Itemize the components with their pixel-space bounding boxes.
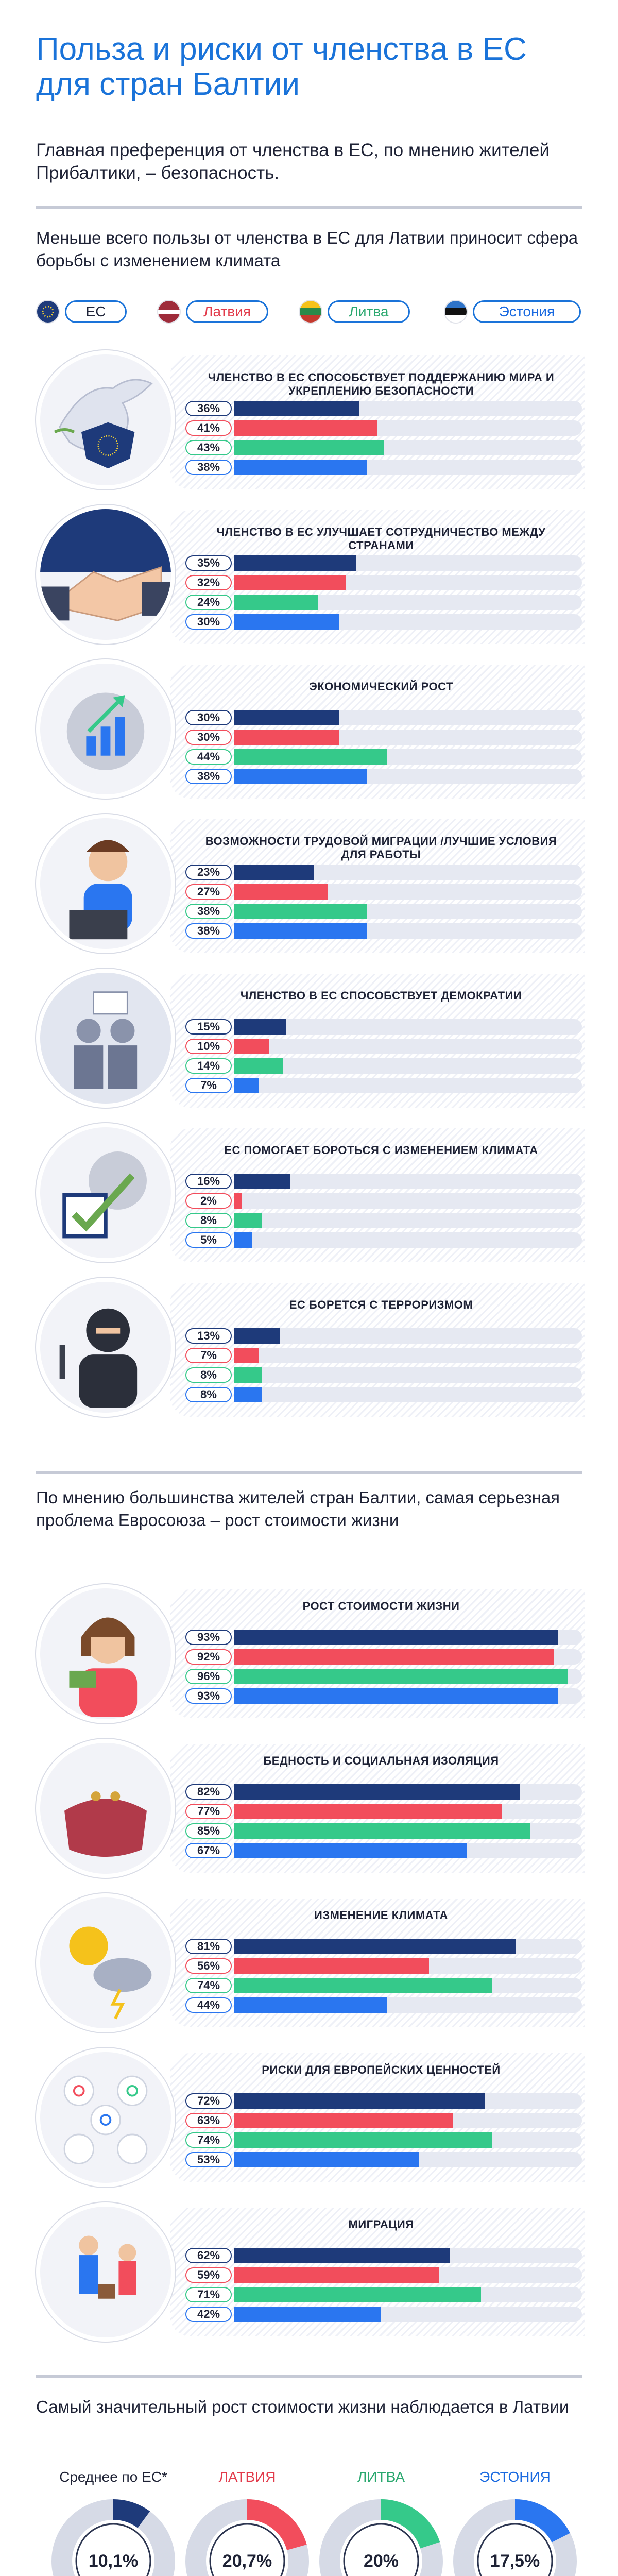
legend-label: Эстония [473, 300, 581, 323]
bar-value-label: 92% [185, 1649, 232, 1665]
legend-item-estonia [444, 300, 581, 324]
bar-value-label: 10% [185, 1039, 232, 1054]
bar-value-label: 85% [185, 1823, 232, 1839]
dove-icon [36, 350, 175, 489]
bar-3 [234, 460, 367, 475]
bar-0 [234, 1939, 516, 1954]
legend-label: Латвия [186, 300, 268, 323]
bar-3 [234, 769, 367, 784]
bar-2 [234, 1367, 262, 1383]
bar-value-label: 30% [185, 730, 232, 745]
legend-label: ЕС [65, 300, 127, 323]
bar-value-label: 62% [185, 2248, 232, 2263]
lead-text: Главная преференция от членства в ЕС, по мнению жителей Прибалтики, – безопасность. [36, 140, 550, 183]
bar-3 [234, 1843, 467, 1858]
bar-value-label: 67% [185, 1843, 232, 1858]
bar-value-label: 77% [185, 1804, 232, 1819]
bar-3 [234, 1387, 262, 1402]
bar-track [234, 1078, 582, 1093]
donut-ring [451, 2497, 579, 2576]
divider [36, 206, 582, 209]
donut-item [448, 2468, 582, 2576]
estonia-flag-icon [444, 300, 468, 324]
sun-storm-icon [36, 1893, 175, 2032]
legend-item-latvia [157, 300, 268, 324]
bar-value-label: 32% [185, 575, 232, 590]
bar-value-label: 74% [185, 1978, 232, 1993]
page-title: Польза и риски от членства в ЕС для стран Балтии [36, 31, 527, 102]
bar-3 [234, 1078, 259, 1093]
latvia-flag-icon [157, 300, 181, 324]
bar-value-label: 59% [185, 2267, 232, 2283]
bar-value-label: 44% [185, 1997, 232, 2013]
bar-1 [234, 1039, 269, 1054]
bar-value-label: 93% [185, 1630, 232, 1645]
bar-value-label: 43% [185, 440, 232, 455]
category-label: ЧЛЕНСТВО В ЕС СПОСОБСТВУЕТ ПОДДЕРЖАНИЮ МИРА И УКРЕПЛЕНИЮ БЕЗОПАСНОСТИ [208, 371, 555, 397]
worker-laptop-icon [36, 814, 175, 953]
bar-track [234, 1387, 582, 1402]
crowd-protest-icon [36, 969, 175, 1108]
bar-value-label: 56% [185, 1958, 232, 1974]
bar-track [234, 1348, 582, 1363]
growth-chart-icon [36, 659, 175, 799]
donut-label: ЛАТВИЯ [218, 2469, 276, 2485]
donut-label: Среднее по ЕС* [59, 2469, 167, 2485]
donut-label: ЛИТВА [357, 2469, 405, 2485]
globe-checkbox-icon [36, 1123, 175, 1262]
bar-track [234, 1213, 582, 1228]
bar-2 [234, 2287, 481, 2302]
bar-3 [234, 1688, 558, 1704]
bar-2 [234, 440, 384, 455]
bar-value-label: 72% [185, 2093, 232, 2109]
bar-value-label: 2% [185, 1193, 232, 1209]
bar-3 [234, 2307, 381, 2322]
bar-value-label: 13% [185, 1328, 232, 1344]
handshake-icon [36, 505, 175, 644]
bar-value-label: 14% [185, 1058, 232, 1074]
bar-value-label: 38% [185, 769, 232, 784]
donut-item [46, 2468, 180, 2576]
legend-item-lithuania [299, 300, 410, 324]
category-label: БЕДНОСТЬ И СОЦИАЛЬНАЯ ИЗОЛЯЦИЯ [263, 1754, 499, 1767]
bar-track [234, 1058, 582, 1074]
bar-value-label: 15% [185, 1019, 232, 1035]
category-label: ИЗМЕНЕНИЕ КЛИМАТА [314, 1909, 448, 1922]
legend-label: Литва [328, 300, 410, 323]
bar-value-label: 5% [185, 1232, 232, 1248]
bar-2 [234, 1823, 530, 1839]
section1-heading: Меньше всего пользы от членства в ЕС для Латвии приносит сфера борьбы с изменением климата [36, 228, 578, 270]
bar-value-label: 8% [185, 1367, 232, 1383]
category-label: МИГРАЦИЯ [348, 2218, 414, 2231]
bar-value-label: 30% [185, 614, 232, 630]
category-label: ЕС ПОМОГАЕТ БОРОТЬСЯ С ИЗМЕНЕНИЕМ КЛИМАТА [224, 1144, 538, 1157]
bar-value-label: 38% [185, 460, 232, 475]
bar-value-label: 8% [185, 1213, 232, 1228]
category-label: ВОЗМОЖНОСТИ ТРУДОВОЙ МИГРАЦИИ /ЛУЧШИЕ УСЛОВИЯ ДЛЯ РАБОТЫ [205, 835, 557, 861]
bar-3 [234, 923, 367, 939]
category-label: ЕС БОРЕТСЯ С ТЕРРОРИЗМОМ [289, 1298, 473, 1311]
bar-value-label: 74% [185, 2132, 232, 2148]
bar-2 [234, 1669, 568, 1684]
bar-0 [234, 2093, 485, 2109]
bar-value-label: 53% [185, 2152, 232, 2167]
bar-value-label: 44% [185, 749, 232, 765]
bar-value-label: 38% [185, 904, 232, 919]
bar-3 [234, 614, 339, 630]
bar-value-label: 36% [185, 401, 232, 416]
bar-2 [234, 595, 318, 610]
bar-0 [234, 2248, 450, 2263]
bar-track [234, 1019, 582, 1035]
migrants-icon [36, 2202, 175, 2342]
donut-label: ЭСТОНИЯ [479, 2469, 551, 2485]
bar-0 [234, 1174, 290, 1189]
category-label: ЭКОНОМИЧЕСКИЙ РОСТ [309, 680, 453, 693]
donut-value: 17,5% [490, 2551, 540, 2571]
bar-value-label: 96% [185, 1669, 232, 1684]
divider [36, 1471, 582, 1474]
terrorist-icon [36, 1278, 175, 1417]
bar-value-label: 38% [185, 923, 232, 939]
bar-2 [234, 1978, 492, 1993]
bar-value-label: 81% [185, 1939, 232, 1954]
bar-1 [234, 420, 377, 436]
bar-value-label: 7% [185, 1348, 232, 1363]
bar-1 [234, 2113, 453, 2128]
bar-value-label: 42% [185, 2307, 232, 2322]
bar-0 [234, 401, 359, 416]
bar-1 [234, 1804, 502, 1819]
donut-ring [183, 2497, 312, 2576]
donut-value: 20,7% [222, 2551, 272, 2571]
bar-value-label: 16% [185, 1174, 232, 1189]
eu-flag-icon [36, 300, 60, 324]
bar-value-label: 41% [185, 420, 232, 436]
bar-value-label: 23% [185, 865, 232, 880]
section2-heading: По мнению большинства жителей стран Балтии, самая серьезная проблема Евросоюза – рост стоимости жизни [36, 1488, 560, 1530]
bar-1 [234, 730, 339, 745]
bar-value-label: 8% [185, 1387, 232, 1402]
bar-track [234, 1039, 582, 1054]
bar-2 [234, 749, 387, 765]
section3-heading: Самый значительный рост стоимости жизни наблюдается в Латвии [36, 2397, 569, 2416]
lithuania-flag-icon [299, 300, 322, 324]
bar-value-label: 27% [185, 884, 232, 900]
bar-value-label: 71% [185, 2287, 232, 2302]
bar-0 [234, 1784, 520, 1800]
bar-value-label: 30% [185, 710, 232, 725]
donut-ring [49, 2497, 178, 2576]
bar-0 [234, 865, 314, 880]
empty-purse-icon [36, 1739, 175, 1878]
bar-3 [234, 2152, 419, 2167]
bar-track [234, 1232, 582, 1248]
bar-2 [234, 1213, 262, 1228]
bar-0 [234, 1328, 280, 1344]
bar-value-label: 24% [185, 595, 232, 610]
bar-track [234, 1367, 582, 1383]
category-label: ЧЛЕНСТВО В ЕС УЛУЧШАЕТ СОТРУДНИЧЕСТВО МЕЖДУ СТРАНАМИ [216, 526, 546, 552]
category-label: РОСТ СТОИМОСТИ ЖИЗНИ [302, 1600, 460, 1613]
bar-3 [234, 1997, 387, 2013]
bar-track [234, 1193, 582, 1209]
bar-value-label: 93% [185, 1688, 232, 1704]
bar-1 [234, 2267, 439, 2283]
bar-value-label: 82% [185, 1784, 232, 1800]
donut-item [314, 2468, 448, 2576]
legend-item-eu [36, 300, 127, 324]
donut-ring [317, 2497, 445, 2576]
bar-1 [234, 884, 328, 900]
bar-value-label: 35% [185, 555, 232, 571]
bar-1 [234, 1193, 242, 1209]
bar-0 [234, 710, 339, 725]
bar-2 [234, 2132, 492, 2148]
bar-track [234, 1328, 582, 1344]
divider [36, 2375, 582, 2378]
woman-counting-money-icon [36, 1584, 175, 1723]
bar-1 [234, 575, 346, 590]
donut-item [180, 2468, 314, 2576]
bar-1 [234, 1348, 259, 1363]
bar-0 [234, 1019, 286, 1035]
bar-0 [234, 555, 356, 571]
bar-1 [234, 1958, 429, 1974]
category-label: ЧЛЕНСТВО В ЕС СПОСОБСТВУЕТ ДЕМОКРАТИИ [240, 989, 522, 1002]
gender-symbols-icon [36, 2048, 175, 2187]
bar-2 [234, 1058, 283, 1074]
bar-value-label: 7% [185, 1078, 232, 1093]
donut-value: 20% [363, 2551, 399, 2571]
bar-value-label: 63% [185, 2113, 232, 2128]
bar-0 [234, 1630, 558, 1645]
bar-2 [234, 904, 367, 919]
donut-value: 10,1% [88, 2551, 139, 2571]
category-label: РИСКИ ДЛЯ ЕВРОПЕЙСКИХ ЦЕННОСТЕЙ [262, 2063, 501, 2076]
bar-1 [234, 1649, 554, 1665]
bar-3 [234, 1232, 252, 1248]
